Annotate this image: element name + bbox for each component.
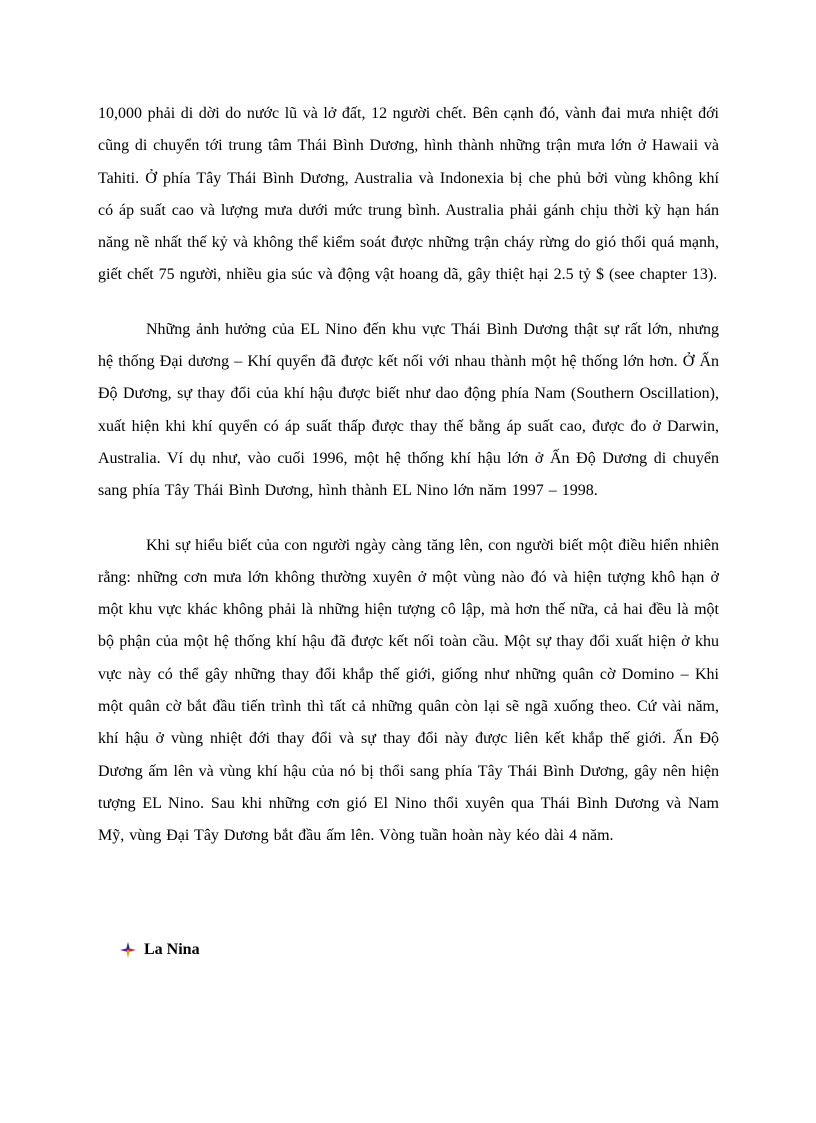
- paragraph-global-climate: Khi sự hiểu biết của con người ngày càng tăng lên, con người biết một điều hiển nhiên rằng: những cơn mưa lớn không thường xuyên ở một vùng nào đó và hiện tượng khô hạn ở một khu vực khác không phải là những hiện tượng cô lập, mà hơn thế nữa, cả hai đều là một bộ phận của một hệ thống khí hậu đã được kết nối toàn cầu. Một sự thay đổi xuất hiện ở khu vực này có thể gây những thay đổi khắp thế giới, giống như những quân cờ Domino – Khi một quân cờ bắt đầu tiến trình thì tất cả những quân còn lại sẽ ngã xuống theo. Cứ vài năm, khí hậu ở vùng nhiệt đới thay đổi và sự thay đổi này được liên kết khắp thế giới. Ấn Độ Dương ấm lên và vùng khí hậu của nó bị thổi sang phía Tây Thái Bình Dương, gây nên hiện tượng EL Nino. Sau khi những cơn gió El Nino thổi xuyên qua Thái Bình Dương và Nam Mỹ, vùng Đại Tây Dương bắt đầu ấm lên. Vòng tuần hoàn này kéo dài 4 năm.: [98, 536, 719, 845]
- section-heading-text: La Nina: [144, 941, 200, 958]
- paragraph-el-nino-effects: 10,000 phải di dời do nước lũ và lở đất, 12 người chết. Bên cạnh đó, vành đai mưa nhiệt đới cũng di chuyển tới trung tâm Thái Bình Dương, hình thành những trận mưa lớn ở Hawaii và Tahiti. Ở phía Tây Thái Bình Dương, Australia và Indonexia bị che phủ bởi vùng không khí có áp suất cao và lượng mưa dưới mức trung bình. Australia phải gánh chịu thời kỳ hạn hán năng nề nhất thế kỷ và không thể kiểm soát được những trận cháy rừng do gió thổi quá mạnh, giết chết 75 người, nhiều gia súc và động vật hoang dã, gây thiệt hại 2.5 tỷ $ (see chapter 13).: [98, 105, 719, 284]
- compass-star-bullet-icon: [120, 942, 136, 958]
- section-heading-la-nina: [120, 938, 200, 962]
- body-text: [98, 98, 719, 853]
- paragraph-ocean-atmosphere: Những ảnh hưởng của EL Nino đến khu vực Thái Bình Dương thật sự rất lớn, nhưng hệ thống Đại dương – Khí quyển đã được kết nối với nhau thành một hệ thống lớn hơn. Ở Ấn Độ Dương, sự thay đổi của khí hậu được biết như dao động phía Nam (Southern Oscillation), xuất hiện khi khí quyển có áp suất thấp được thay thế bằng áp suất cao, được đo ở Darwin, Australia. Ví dụ như, vào cuối 1996, một hệ thống khí hậu lớn ở Ấn Độ Dương di chuyển sang phía Tây Thái Bình Dương, hình thành EL Nino lớn năm 1997 – 1998.: [98, 320, 719, 500]
